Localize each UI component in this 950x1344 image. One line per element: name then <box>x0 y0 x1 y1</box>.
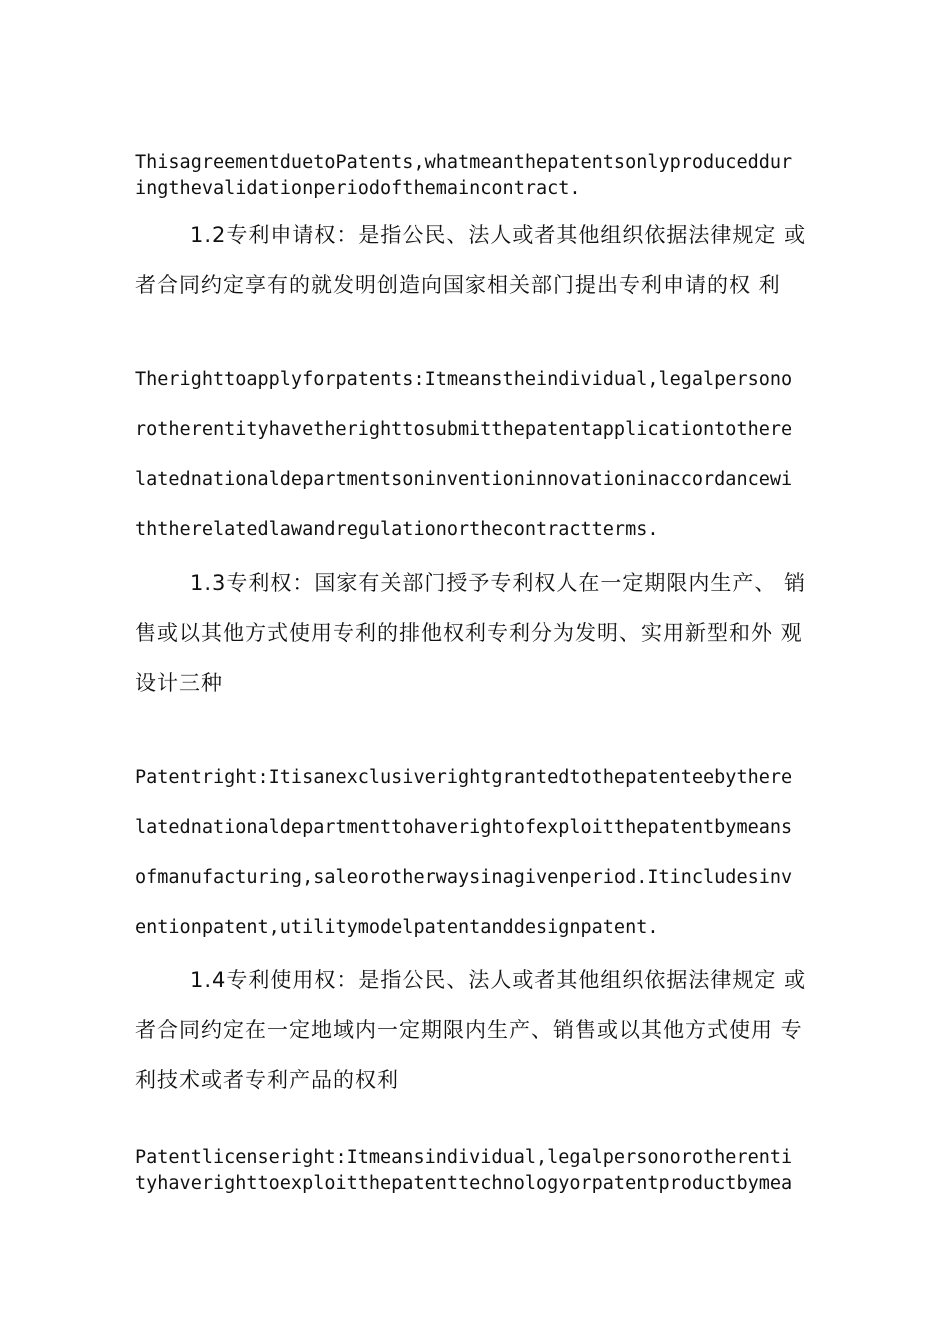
section-1-2-zh-line-2: 者合同约定享有的就发明创造向国家相关部门提出专利申请的权 利 <box>135 273 781 297</box>
section-1-3-en-line-4: entionpatent,utilitymodelpatentanddesignpatent. <box>135 917 659 938</box>
section-1-4-en-line-1: Patentlicenseright:Itmeansindividual,legalpersonorotherenti <box>135 1147 793 1168</box>
intro-en-line-1: ThisagreementduetoPatents,whatmeanthepatentsonlyproduceddur <box>135 152 793 173</box>
section-1-4-zh-line-3: 利技术或者专利产品的权利 <box>135 1068 399 1092</box>
section-1-4-zh-line-2: 者合同约定在一定地域内一定期限内生产、销售或以其他方式使用 专 <box>135 1018 803 1042</box>
section-1-2-en-line-3: latednationaldepartmentsoninventioninnovationinaccordancewi <box>135 469 793 490</box>
section-1-3-zh-line-2: 售或以其他方式使用专利的排他权利专利分为发明、实用新型和外 观 <box>135 621 803 645</box>
section-1-2-en-line-2: rotherentityhavetherighttosubmitthepatentapplicationtothere <box>135 419 793 440</box>
section-1-4-en-line-2: tyhaverighttoexploitthepatenttechnologyorpatentproductbymea <box>135 1173 793 1194</box>
section-1-4-zh-line-1: 1.4专利使用权：是指公民、法人或者其他组织依据法律规定 或 <box>190 968 807 992</box>
section-1-2-en-line-4: ththerelatedlawandregulationorthecontractterms. <box>135 519 659 540</box>
section-1-3-zh-line-3: 设计三种 <box>135 671 223 695</box>
section-1-3-en-line-1: Patentright:Itisanexclusiverightgrantedtothepatenteebythere <box>135 767 793 788</box>
section-1-3-zh-line-1: 1.3专利权：国家有关部门授予专利权人在一定期限内生产、 销 <box>190 571 807 595</box>
intro-en-line-2: ingthevalidationperiodofthemaincontract. <box>135 178 581 199</box>
section-1-3-en-line-3: ofmanufacturing,saleorotherwaysinagivenperiod.Itincludesinv <box>135 867 793 888</box>
section-1-2-zh-line-1: 1.2专利申请权：是指公民、法人或者其他组织依据法律规定 或 <box>190 223 807 247</box>
section-1-3-en-line-2: latednationaldepartmenttohaverightofexploitthepatentbymeans <box>135 817 793 838</box>
section-1-2-en-line-1: Therighttoapplyforpatents:Itmeanstheindividual,legalpersono <box>135 369 793 390</box>
